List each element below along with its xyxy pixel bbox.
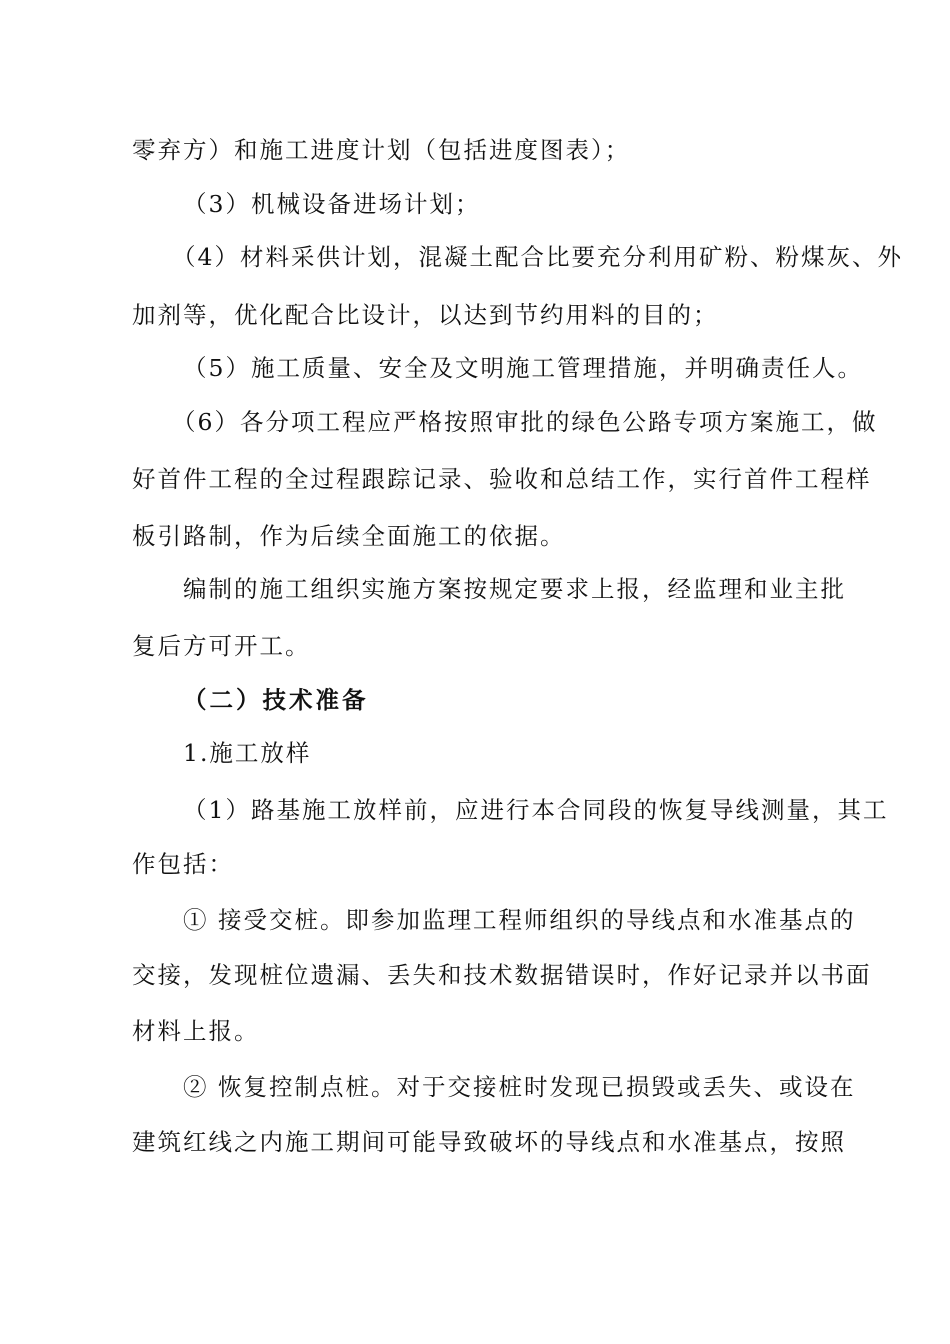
text-line: 材料上报。: [132, 1017, 260, 1045]
text-line: 作包括：: [132, 850, 234, 878]
section-heading: （二）技术准备: [183, 686, 369, 714]
text-line: 复后方可开工。: [132, 632, 311, 660]
text-line: ② 恢复控制点桩。对于交接桩时发现已损毁或丢失、或设在: [183, 1073, 856, 1101]
text-line: （5）施工质量、安全及文明施工管理措施，并明确责任人。: [183, 354, 863, 382]
text-line: （6）各分项工程应严格按照审批的绿色公路专项方案施工，做: [172, 408, 878, 436]
text-line: 1.施工放样: [183, 739, 312, 767]
text-line: 好首件工程的全过程跟踪记录、验收和总结工作，实行首件工程样: [132, 465, 872, 493]
text-line: 零弃方）和施工进度计划（包括进度图表）；: [132, 136, 631, 164]
text-line: ① 接受交桩。即参加监理工程师组织的导线点和水准基点的: [183, 906, 856, 934]
text-line: （1）路基施工放样前，应进行本合同段的恢复导线测量，其工: [183, 796, 889, 824]
text-line: 编制的施工组织实施方案按规定要求上报，经监理和业主批: [183, 575, 846, 603]
text-line: 板引路制，作为后续全面施工的依据。: [132, 522, 566, 550]
text-line: 交接，发现桩位遗漏、丢失和技术数据错误时，作好记录并以书面: [132, 961, 872, 989]
text-line: 加剂等，优化配合比设计，以达到节约用料的目的；: [132, 301, 719, 329]
text-line: 建筑红线之内施工期间可能导致破坏的导线点和水准基点，按照: [132, 1128, 846, 1156]
text-line: （3）机械设备进场计划；: [183, 190, 481, 218]
text-line: （4）材料采供计划，混凝土配合比要充分利用矿粉、粉煤灰、外: [172, 243, 903, 271]
